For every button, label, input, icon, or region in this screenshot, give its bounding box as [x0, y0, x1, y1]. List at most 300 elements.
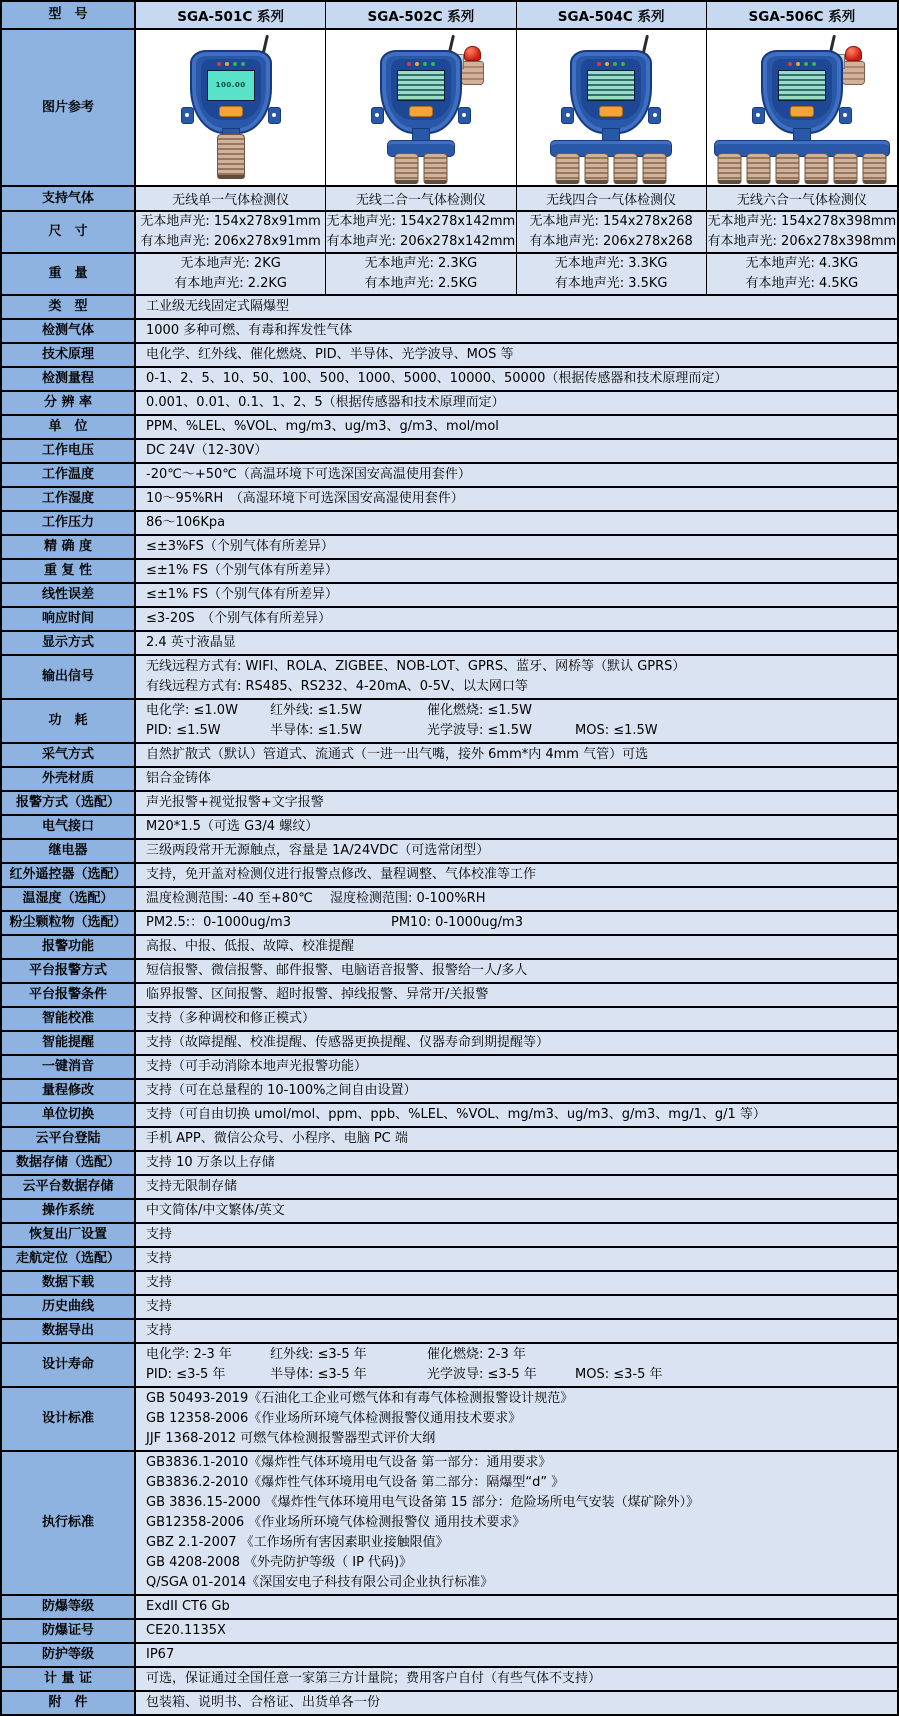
spec-row-value: [136, 700, 897, 742]
spec-value-line: 1000 多种可燃、有毒和挥发性气体: [146, 323, 353, 338]
spec-row-label: 粉尘颗粒物（选配）: [2, 912, 136, 934]
spec-row: [2, 632, 897, 656]
spec-value-item: 光学波导: ≤3-5 年: [427, 1367, 537, 1382]
spec-value-line: ≤±1% FS（个别气体有所差异）: [146, 587, 339, 602]
spec-value-line: 86～106Kpa: [146, 515, 226, 530]
led-dot: [415, 62, 419, 66]
spec-row-value: [136, 488, 897, 510]
spec-row-value: [136, 1344, 897, 1386]
size-row-line: 有本地声光: 206x278x142mm: [326, 234, 516, 249]
product-image-cell: [136, 30, 326, 185]
spec-row-label: 功 耗: [2, 700, 136, 742]
led-dot: [597, 62, 601, 66]
spec-row: [2, 608, 897, 632]
spec-value-item: 催化燃烧: ≤1.5W: [427, 703, 532, 718]
spec-row-label: 分 辨 率: [2, 392, 136, 414]
spec-row: [2, 1620, 897, 1644]
spec-row: [2, 792, 897, 816]
spec-row-value: [136, 1176, 897, 1198]
mount-ear-right: [268, 107, 281, 124]
size-row-line: 有本地声光: 206x278x398mm: [707, 234, 897, 249]
weight-row-line: 有本地声光: 3.5KG: [554, 276, 668, 291]
spec-row: [2, 1452, 897, 1596]
spec-value-line: 2.4 英寸液晶显: [146, 635, 236, 650]
led-indicators: [597, 62, 625, 66]
spec-row-value: [136, 1080, 897, 1102]
spec-value-line: 支持（多种调校和修正模式）: [146, 1011, 316, 1026]
size-row-value: [136, 212, 326, 252]
spec-row-value: [136, 1320, 897, 1342]
spec-value-line: 支持（可在总量程的 10-100%之间自由设置）: [146, 1083, 417, 1098]
spec-row-value: [136, 632, 897, 654]
spec-row-value: [136, 1452, 897, 1594]
size-row-line: 有本地声光: 206x278x268: [529, 234, 693, 249]
led-dot: [812, 62, 816, 66]
led-dot: [407, 62, 411, 66]
spec-row-label: 防护等级: [2, 1644, 136, 1666]
spec-value-line: DC 24V（12-30V）: [146, 443, 268, 458]
spec-row-label: 防爆证号: [2, 1620, 136, 1642]
spec-value-item: PID: ≤3-5 年: [146, 1367, 226, 1382]
weight-row-value: [326, 254, 516, 294]
spec-row-label: 防爆等级: [2, 1596, 136, 1618]
spec-value-line: 10～95%RH （高湿环境下可选深国安高湿使用套件）: [146, 491, 464, 506]
gas-sensor-icon: [833, 153, 857, 184]
spec-value-line: 支持: [146, 1275, 173, 1290]
led-dot: [621, 62, 625, 66]
spec-row-value: [136, 864, 897, 886]
spec-value-item: PM2.5:：0-1000ug/m3: [146, 915, 291, 930]
spec-value-line: 有线远程方式有: RS485、RS232、4-20mA、0-5V、以太网口等: [146, 679, 528, 694]
led-dot: [233, 62, 237, 66]
spec-row-label: 云平台数据存储: [2, 1176, 136, 1198]
spec-row-value: [136, 1296, 897, 1318]
led-dot: [423, 62, 427, 66]
device-button: [219, 106, 243, 117]
spec-value-line: 自然扩散式（默认）管道式、流通式（一进一出气嘴，接外 6mm*内 4mm 气管）可选: [146, 747, 649, 762]
gas-type-value: 无线单一气体检测仪: [136, 187, 326, 210]
gas-sensor-icon: [217, 134, 245, 179]
weight-row-line: 无本地声光: 4.3KG: [745, 256, 859, 271]
spec-row: [2, 1692, 897, 1716]
size-row-line: 无本地声光: 154x278x91mm: [140, 214, 321, 229]
spec-row-label: 类 型: [2, 296, 136, 318]
weight-row-value: [517, 254, 707, 294]
spec-value-line: IP67: [146, 1647, 175, 1662]
model-header: SGA-502C 系列: [326, 2, 516, 28]
spec-row: [2, 296, 897, 320]
spec-row-label: 精 确 度: [2, 536, 136, 558]
spec-row-label: 线性误差: [2, 584, 136, 606]
spec-row-label: 继电器: [2, 840, 136, 862]
spec-row-value: [136, 440, 897, 462]
beacon-dome: [464, 46, 481, 61]
product-image-sga-502c: [328, 34, 514, 182]
spec-value-line: 支持，免开盖对检测仪进行报警点修改、量程调整、气体校准等工作: [146, 867, 537, 882]
spec-row: [2, 816, 897, 840]
spec-row-value: [136, 912, 897, 934]
spec-row: [2, 440, 897, 464]
lcd-screen: 100.00: [207, 70, 255, 101]
led-dot: [225, 62, 229, 66]
spec-row: [2, 1296, 897, 1320]
spec-value-line: 支持: [146, 1323, 173, 1338]
spec-row: [2, 1644, 897, 1668]
spec-row-value: [136, 416, 897, 438]
spec-value-item: PID: ≤1.5W: [146, 723, 221, 738]
spec-row-value: [136, 656, 897, 698]
spec-row-label: 响应时间: [2, 608, 136, 630]
spec-row-value: [136, 960, 897, 982]
size-row: [2, 212, 897, 254]
product-image-row: [2, 30, 897, 187]
spec-value-item: MOS: ≤1.5W: [575, 723, 658, 738]
spec-row: [2, 1152, 897, 1176]
supported-gas-row: [2, 187, 897, 212]
spec-row-value: [136, 768, 897, 790]
spec-value-item: 红外线: ≤3-5 年: [270, 1347, 367, 1362]
spec-value-line: 工业级无线固定式隔爆型: [146, 299, 290, 314]
led-dot: [431, 62, 435, 66]
spec-value-item: MOS: ≤3-5 年: [575, 1367, 663, 1382]
spec-value-line: ≤±1% FS（个别气体有所差异）: [146, 563, 339, 578]
spec-value-line: [146, 701, 897, 721]
lcd-screen: [587, 70, 635, 101]
sensor-row: [394, 153, 447, 184]
spec-row-label: 报警方式（选配）: [2, 792, 136, 814]
led-dot: [804, 62, 808, 66]
spec-value-line: 支持: [146, 1251, 173, 1266]
spec-value-line: ≤±3%FS（个别气体有所差异）: [146, 539, 334, 554]
alarm-beacon-icon: [461, 46, 484, 85]
device-button: [409, 106, 433, 117]
spec-row-label: 工作温度: [2, 464, 136, 486]
model-header: SGA-504C 系列: [517, 2, 707, 28]
spec-row-value: [136, 1056, 897, 1078]
led-indicators: [788, 62, 816, 66]
spec-row-label: 设计寿命: [2, 1344, 136, 1386]
gas-row-label: 支持气体: [2, 187, 136, 210]
spec-value-item: 电化学: 2-3 年: [146, 1347, 232, 1362]
spec-value-line: M20*1.5（可选 G3/4 螺纹）: [146, 819, 319, 834]
beacon-body: [461, 61, 484, 85]
spec-row-value: [136, 584, 897, 606]
detector-face: [772, 59, 832, 120]
mount-ear-left: [371, 107, 384, 124]
size-row-line: 无本地声光: 154x278x142mm: [326, 214, 516, 229]
gas-type-value: 无线四合一气体检测仪: [517, 187, 707, 210]
device-button: [599, 106, 623, 117]
spec-value-line: 三级两段常开无源触点，容量是 1A/24VDC（可选常闭型）: [146, 843, 490, 858]
spec-row-label: 走航定位（选配）: [2, 1248, 136, 1270]
spec-row-value: [136, 320, 897, 342]
model-header: SGA-506C 系列: [707, 2, 897, 28]
spec-row-value: [136, 816, 897, 838]
size-row-label: 尺 寸: [2, 212, 136, 252]
spec-row-value: [136, 1620, 897, 1642]
spec-value-line: 临界报警、区间报警、超时报警、掉线报警、异常开/关报警: [146, 987, 489, 1002]
spec-row-label: 平台报警方式: [2, 960, 136, 982]
product-image-sga-501c: [138, 34, 324, 182]
mount-ear-right: [458, 107, 471, 124]
spec-row: [2, 320, 897, 344]
spec-value-line: [146, 1365, 897, 1385]
spec-row-label: 一键消音: [2, 1056, 136, 1078]
spec-value-line: GB 12358-2006《作业场所环境气体检测报警仪通用技术要求》: [146, 1411, 522, 1426]
spec-row: [2, 488, 897, 512]
spec-row: [2, 1344, 897, 1388]
spec-row: [2, 984, 897, 1008]
led-dot: [241, 62, 245, 66]
spec-value-line: PPM、%LEL、%VOL、mg/m3、ug/m3、g/m3、mol/mol: [146, 419, 499, 434]
detector-face: [391, 59, 451, 120]
spec-row: [2, 1128, 897, 1152]
spec-row-value: [136, 1272, 897, 1294]
image-row-label: 图片参考: [2, 30, 136, 185]
spec-row-value: [136, 1104, 897, 1126]
spec-row-value: [136, 1692, 897, 1714]
gas-sensor-icon: [804, 153, 828, 184]
spec-value-line: GB 3836.15-2000 《爆炸性气体环境用电气设备第 15 部分：危险场所电气安装（煤矿除外）》: [146, 1495, 700, 1510]
spec-row: [2, 1032, 897, 1056]
spec-row-value: [136, 1128, 897, 1150]
spec-row-label: 附 件: [2, 1692, 136, 1714]
spec-row-label: 报警功能: [2, 936, 136, 958]
led-dot: [613, 62, 617, 66]
spec-row: [2, 584, 897, 608]
spec-value-item: 红外线: ≤1.5W: [270, 703, 362, 718]
weight-row-value: [707, 254, 897, 294]
spec-row-value: [136, 296, 897, 318]
beacon-body: [842, 61, 865, 85]
mount-ear-left: [561, 107, 574, 124]
spec-row-label: 技术原理: [2, 344, 136, 366]
ear-hole: [185, 113, 189, 117]
spec-row-label: 设计标准: [2, 1388, 136, 1450]
spec-row-label: 温湿度（选配）: [2, 888, 136, 910]
spec-row: [2, 560, 897, 584]
spec-row-value: [136, 392, 897, 414]
spec-row-label: 重 复 性: [2, 560, 136, 582]
spec-row-value: [136, 1388, 897, 1450]
spec-row-label: 工作压力: [2, 512, 136, 534]
product-image-cell: [326, 30, 516, 185]
spec-row-label: 智能校准: [2, 1008, 136, 1030]
sensor-row: [556, 153, 667, 184]
spec-row: [2, 936, 897, 960]
product-image-sga-504c: [518, 34, 704, 182]
spec-row-value: [136, 1224, 897, 1246]
spec-row-label: 数据导出: [2, 1320, 136, 1342]
spec-row-label: 数据下载: [2, 1272, 136, 1294]
gas-sensor-icon: [394, 153, 418, 184]
spec-row: [2, 1272, 897, 1296]
spec-row-label: 电气接口: [2, 816, 136, 838]
spec-row: [2, 1248, 897, 1272]
alarm-beacon-icon: [842, 46, 865, 85]
spec-row: [2, 840, 897, 864]
spec-row: [2, 1596, 897, 1620]
spec-row-value: [136, 1596, 897, 1618]
gas-sensor-icon: [746, 153, 770, 184]
spec-row-label: 恢复出厂设置: [2, 1224, 136, 1246]
spec-row-value: [136, 792, 897, 814]
weight-row-line: 无本地声光: 2.3KG: [364, 256, 478, 271]
spec-row: [2, 912, 897, 936]
spec-row-label: 检测量程: [2, 368, 136, 390]
size-row-value: [517, 212, 707, 252]
spec-value-line: 无线远程方式有: WIFI、ROLA、ZIGBEE、NOB-LOT、GPRS、蓝牙、网桥等（默认 GPRS）: [146, 659, 686, 674]
spec-value-item: 电化学: ≤1.0W: [146, 703, 238, 718]
spec-row-label: 计 量 证: [2, 1668, 136, 1690]
spec-row: [2, 960, 897, 984]
spec-row-label: 数据存储（选配）: [2, 1152, 136, 1174]
spec-row: [2, 768, 897, 792]
led-dot: [605, 62, 609, 66]
spec-value-line: GBZ 2.1-2007 《工作场所有害因素职业接触限值》: [146, 1535, 449, 1550]
spec-value-line: 支持: [146, 1299, 173, 1314]
ear-hole: [375, 113, 379, 117]
spec-row-label: 云平台登陆: [2, 1128, 136, 1150]
spec-value-line: 支持（可手动消除本地声光报警功能）: [146, 1059, 368, 1074]
led-indicators: [407, 62, 435, 66]
weight-row-line: 有本地声光: 2.5KG: [364, 276, 478, 291]
spec-row: [2, 1224, 897, 1248]
spec-row-value: [136, 1032, 897, 1054]
spec-row: [2, 1056, 897, 1080]
spec-row-value: [136, 344, 897, 366]
sensor-row: [717, 153, 886, 184]
spec-value-line: JJF 1368-2012 可燃气体检测报警器型式评价大纲: [146, 1431, 436, 1446]
spec-row: [2, 512, 897, 536]
spec-value-line: GB12358-2006 《作业场所环境气体检测报警仪 通用技术要求》: [146, 1515, 526, 1530]
spec-row: [2, 1668, 897, 1692]
model-header: SGA-501C 系列: [136, 2, 326, 28]
spec-value-line: [146, 721, 897, 741]
spec-value-line: GB 4208-2008 《外壳防护等级（ IP 代码)》: [146, 1555, 413, 1570]
spec-row: [2, 700, 897, 744]
weight-row-line: 无本地声光: 3.3KG: [554, 256, 668, 271]
mount-ear-right: [648, 107, 661, 124]
spec-row-value: [136, 1668, 897, 1690]
spec-row-label: 红外遥控器（选配）: [2, 864, 136, 886]
detector-face: [201, 59, 261, 120]
ear-hole: [272, 113, 276, 117]
spec-value-line: ≤3-20S （个别气体有所差异）: [146, 611, 332, 626]
spec-row-value: [136, 1008, 897, 1030]
spec-value-line: 高报、中报、低报、故障、校准提醒: [146, 939, 355, 954]
model-header-row: [2, 2, 897, 30]
size-row-line: 无本地声光: 154x278x268: [529, 214, 693, 229]
product-image-cell: [517, 30, 707, 185]
weight-row-line: 有本地声光: 2.2KG: [174, 276, 288, 291]
spec-value-line: 0-1、2、5、10、50、100、500、1000、5000、10000、50000（根据传感器和技术原理而定）: [146, 371, 728, 386]
spec-value-line: Q/SGA 01-2014《深国安电子科技有限公司企业执行标准》: [146, 1575, 494, 1590]
spec-value-item: 半导体: ≤3-5 年: [270, 1367, 367, 1382]
product-image-cell: [707, 30, 897, 185]
spec-row: [2, 1176, 897, 1200]
sensor-row: [217, 134, 245, 179]
spec-row-label: 外壳材质: [2, 768, 136, 790]
spec-row-value: [136, 1200, 897, 1222]
spec-row-label: 采气方式: [2, 744, 136, 766]
spec-row: [2, 344, 897, 368]
detector-body: [570, 50, 652, 134]
size-row-line: 无本地声光: 154x278x398mm: [707, 214, 897, 229]
spec-value-line: 支持（故障提醒、校准提醒、传感器更换提醒、仪器寿命到期提醒等）: [146, 1035, 550, 1050]
mount-ear-left: [181, 107, 194, 124]
model-header-label: 型 号: [2, 2, 136, 28]
device-button: [790, 106, 814, 117]
detector-body: [761, 50, 843, 134]
spec-row-label: 历史曲线: [2, 1296, 136, 1318]
spec-value-line: 支持（可自由切换 umol/mol、ppm、ppb、%LEL、%VOL、mg/m3、ug/m3、g/m3、mg/1、g/1 等）: [146, 1107, 766, 1122]
spec-value-line: 支持无限制存储: [146, 1179, 238, 1194]
spec-row-value: [136, 368, 897, 390]
spec-value-line: 铝合金铸体: [146, 771, 212, 786]
ear-hole: [462, 113, 466, 117]
detector-body: [190, 50, 272, 134]
spec-row-label: 输出信号: [2, 656, 136, 698]
spec-row-value: [136, 840, 897, 862]
spec-row: [2, 464, 897, 488]
spec-row-label: 单位切换: [2, 1104, 136, 1126]
spec-row: [2, 1080, 897, 1104]
led-indicators: [217, 62, 245, 66]
spec-row: [2, 368, 897, 392]
spec-value-line: 手机 APP、微信公众号、小程序、电脑 PC 端: [146, 1131, 408, 1146]
spec-row-value: [136, 888, 897, 910]
lcd-screen: [778, 70, 826, 101]
gas-type-value: 无线六合一气体检测仪: [736, 193, 867, 208]
spec-row-label: 单 位: [2, 416, 136, 438]
spec-row: [2, 1320, 897, 1344]
spec-row: [2, 536, 897, 560]
spec-value-line: 短信报警、微信报警、邮件报警、电脑语音报警、报警给一人/多人: [146, 963, 528, 978]
weight-row: [2, 254, 897, 296]
size-row-value: [707, 212, 897, 252]
spec-row-label: 工作电压: [2, 440, 136, 462]
spec-value-line: [146, 1345, 897, 1365]
spec-row-value: [136, 936, 897, 958]
spec-row-value: [136, 560, 897, 582]
spec-row-label: 操作系统: [2, 1200, 136, 1222]
gas-sensor-icon: [614, 153, 638, 184]
spec-value-item: 光学波导: ≤1.5W: [427, 723, 532, 738]
weight-row-label: 重 量: [2, 254, 136, 294]
spec-row: [2, 1200, 897, 1224]
spec-row: [2, 744, 897, 768]
spec-value-line: 支持 10 万条以上存储: [146, 1155, 275, 1170]
spec-row: [2, 1008, 897, 1032]
spec-row-label: 量程修改: [2, 1080, 136, 1102]
spec-value-line: 中文简体/中文繁体/英文: [146, 1203, 285, 1218]
spec-row-value: [136, 984, 897, 1006]
spec-row-label: 工作湿度: [2, 488, 136, 510]
spec-row-label: 智能提醒: [2, 1032, 136, 1054]
spec-row: [2, 392, 897, 416]
weight-row-line: 无本地声光: 2KG: [180, 256, 281, 271]
spec-row-value: [136, 512, 897, 534]
spec-value-line: -20℃～+50℃（高温环境下可选深国安高温使用套件）: [146, 467, 471, 482]
spec-value-item: 催化燃烧: 2-3 年: [427, 1347, 526, 1362]
beacon-dome: [845, 46, 862, 61]
spec-row-label: 平台报警条件: [2, 984, 136, 1006]
gas-sensor-icon: [862, 153, 886, 184]
spec-row-value: [136, 1152, 897, 1174]
spec-row-value: [136, 536, 897, 558]
gas-sensor-icon: [643, 153, 667, 184]
